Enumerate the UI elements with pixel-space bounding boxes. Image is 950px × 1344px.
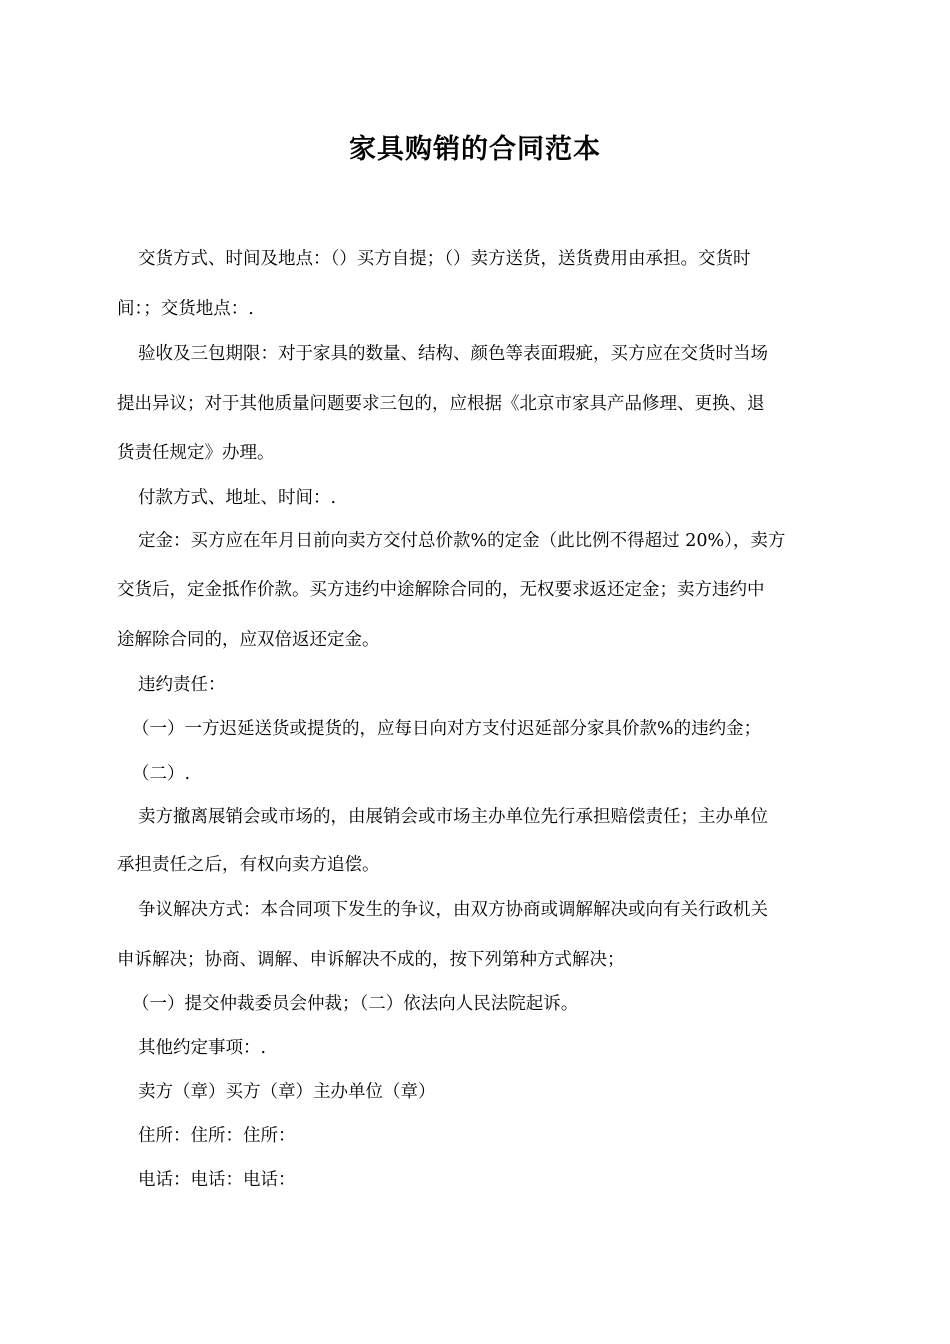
paragraph-line: 间：；交货地点：. <box>117 299 254 319</box>
paragraph-line: 承担责任之后，有权向卖方追偿。 <box>117 855 380 875</box>
phone-line: 电话：电话：电话： <box>138 1170 296 1190</box>
paragraph-line: 货责任规定》办理。 <box>117 443 275 463</box>
paragraph-line: 途解除合同的，应双倍返还定金。 <box>117 630 380 650</box>
paragraph-line: （一）提交仲裁委员会仲裁；（二）依法向人民法院起诉。 <box>132 994 579 1014</box>
paragraph-line: 交货方式、时间及地点：（）买方自提；（）卖方送货，送货费用由承担。交货时 <box>138 249 751 269</box>
signature-parties-line: 卖方（章）买方（章）主办单位（章） <box>138 1082 436 1102</box>
paragraph-line: 验收及三包期限：对于家具的数量、结构、颜色等表面瑕疵，买方应在交货时当场 <box>138 344 768 364</box>
paragraph-line: （二）. <box>132 764 191 784</box>
paragraph-line: 其他约定事项：. <box>138 1038 267 1058</box>
paragraph-line: 违约责任： <box>138 675 226 695</box>
paragraph-line: （一）一方迟延送货或提货的，应每日向对方支付迟延部分家具价款%的违约金； <box>132 719 762 739</box>
paragraph-line: 申诉解决；协商、调解、申诉解决不成的，按下列第种方式解决； <box>117 950 625 970</box>
document-title: 家具购销的合同范本 <box>349 134 601 165</box>
paragraph-line: 定金：买方应在年月日前向卖方交付总价款%的定金（此比例不得超过 20%），卖方 <box>138 531 786 551</box>
paragraph-line: 提出异议；对于其他质量问题要求三包的，应根据《北京市家具产品修理、更换、退 <box>117 394 765 414</box>
paragraph-line: 交货后，定金抵作价款。买方违约中途解除合同的，无权要求返还定金；卖方违约中 <box>117 580 765 600</box>
paragraph-line: 争议解决方式：本合同项下发生的争议，由双方协商或调解解决或向有关行政机关 <box>138 900 768 920</box>
paragraph-line: 付款方式、地址、时间：. <box>138 488 337 508</box>
paragraph-line: 卖方撤离展销会或市场的，由展销会或市场主办单位先行承担赔偿责任；主办单位 <box>138 807 768 827</box>
address-line: 住所：住所：住所： <box>138 1126 296 1146</box>
